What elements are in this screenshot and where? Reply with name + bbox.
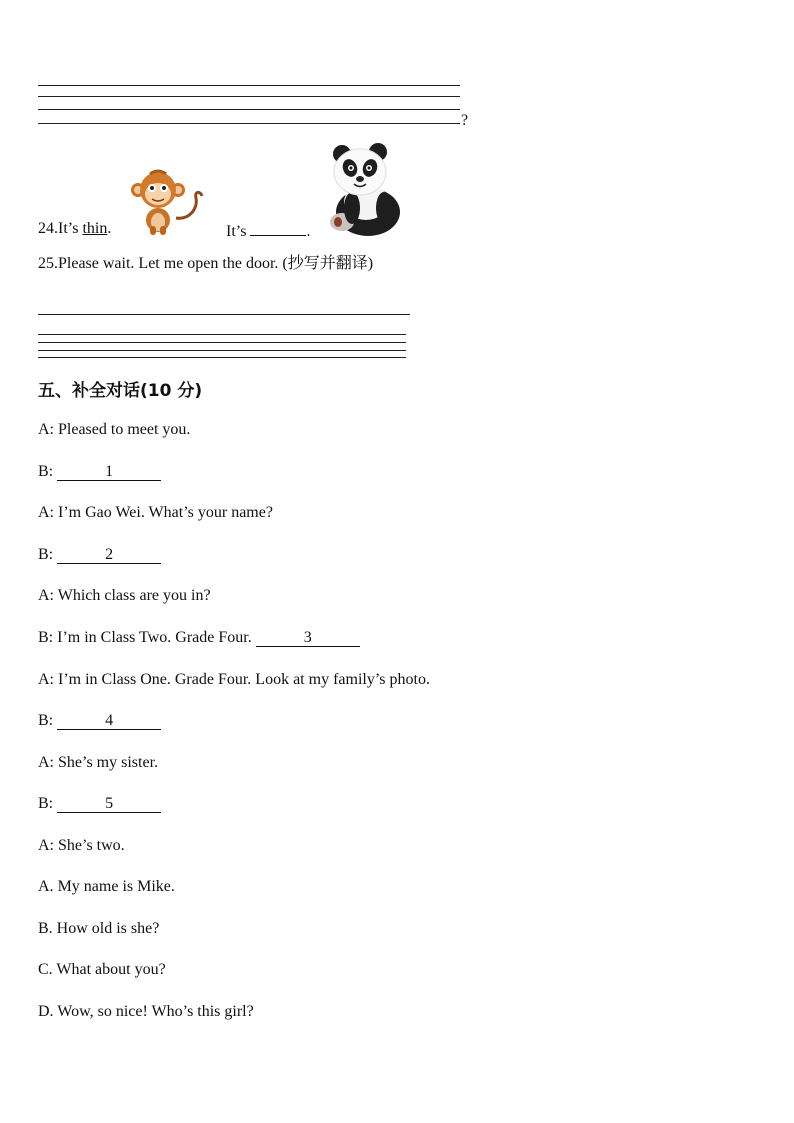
dialogue-line (38, 545, 161, 565)
speaker-label: A: (38, 670, 58, 688)
dialogue-text: She’s two. (58, 837, 125, 854)
speaker-label: B: (38, 712, 58, 730)
writing-line (38, 85, 460, 86)
dialogue-text: I’m Gao Wei. What’s your name? (58, 504, 273, 522)
question-number: 25. (38, 255, 58, 272)
question-mark: ? (461, 112, 469, 129)
panda-picture (322, 138, 408, 236)
answer-prefix: It’s (226, 223, 251, 240)
answer-blank[interactable]: 2 (57, 546, 161, 564)
dialogue-line (38, 711, 161, 731)
dialogue-line (38, 503, 273, 523)
option-letter: A. (38, 878, 58, 895)
dialogue-line (38, 586, 211, 606)
answer-blank[interactable]: 5 (57, 795, 161, 813)
option-letter: C. (38, 961, 57, 979)
answer-blank[interactable]: 3 (256, 629, 360, 647)
answer-suffix: . (306, 223, 311, 240)
sentence-prefix: It’s (58, 220, 83, 237)
dialogue-line (38, 628, 360, 648)
option-item (38, 919, 159, 939)
dialogue-text: I’m in Class Two. Grade Four. (57, 629, 256, 646)
dialogue-text: Pleased to meet you. (58, 421, 191, 438)
translate-line[interactable] (38, 357, 406, 358)
translate-line[interactable] (38, 350, 406, 351)
speaker-label: B: (38, 795, 58, 813)
copy-sentence: Please wait. Let me open the door. (58, 255, 279, 272)
speaker-label: A: (38, 504, 58, 522)
question-number: 24. (38, 220, 58, 237)
dialogue-line (38, 794, 161, 814)
monkey-picture (128, 168, 208, 236)
copy-line[interactable] (38, 314, 410, 315)
translate-line[interactable] (38, 342, 406, 343)
dialogue-text: She’s my sister. (58, 753, 159, 771)
option-text: What about you? (56, 961, 166, 979)
dialogue-text: I’m in Class One. Grade Four. Look at my family’s photo. (58, 670, 430, 688)
option-item (38, 877, 175, 897)
speaker-label: B: (38, 629, 58, 646)
writing-line (38, 96, 460, 97)
writing-line (38, 123, 460, 124)
option-letter: B. (38, 919, 57, 937)
answer-blank[interactable] (250, 219, 306, 236)
dialogue-text: Which class are you in? (57, 587, 211, 605)
option-text: How old is she? (56, 919, 160, 937)
dialogue-line (38, 836, 125, 856)
instruction: (抄写并翻译) (282, 255, 374, 272)
option-item (38, 960, 166, 980)
speaker-label: A: (38, 587, 58, 605)
translate-line[interactable] (38, 334, 406, 335)
given-word: thin (82, 220, 108, 237)
answer-blank[interactable]: 1 (57, 463, 161, 481)
speaker-label: A: (38, 753, 58, 771)
section-title: 五、补全对话(10 分) (38, 381, 203, 401)
dialogue-line (38, 753, 158, 773)
dialogue-line (38, 420, 190, 440)
dialogue-line (38, 670, 430, 690)
writing-line (38, 109, 460, 110)
question-24-answer (226, 219, 310, 242)
speaker-label: B: (38, 462, 58, 480)
speaker-label: A: (38, 421, 58, 438)
question-24 (38, 219, 111, 239)
answer-blank[interactable]: 4 (57, 712, 161, 730)
option-item (38, 1002, 254, 1022)
sentence-suffix: . (107, 220, 112, 237)
question-25 (38, 254, 373, 274)
speaker-label: B: (38, 545, 58, 563)
option-letter: D. (38, 1002, 58, 1020)
option-text: My name is Mike. (57, 878, 175, 895)
dialogue-line (38, 462, 161, 482)
speaker-label: A: (38, 837, 58, 854)
option-text: Wow, so nice! Who’s this girl? (57, 1002, 254, 1020)
